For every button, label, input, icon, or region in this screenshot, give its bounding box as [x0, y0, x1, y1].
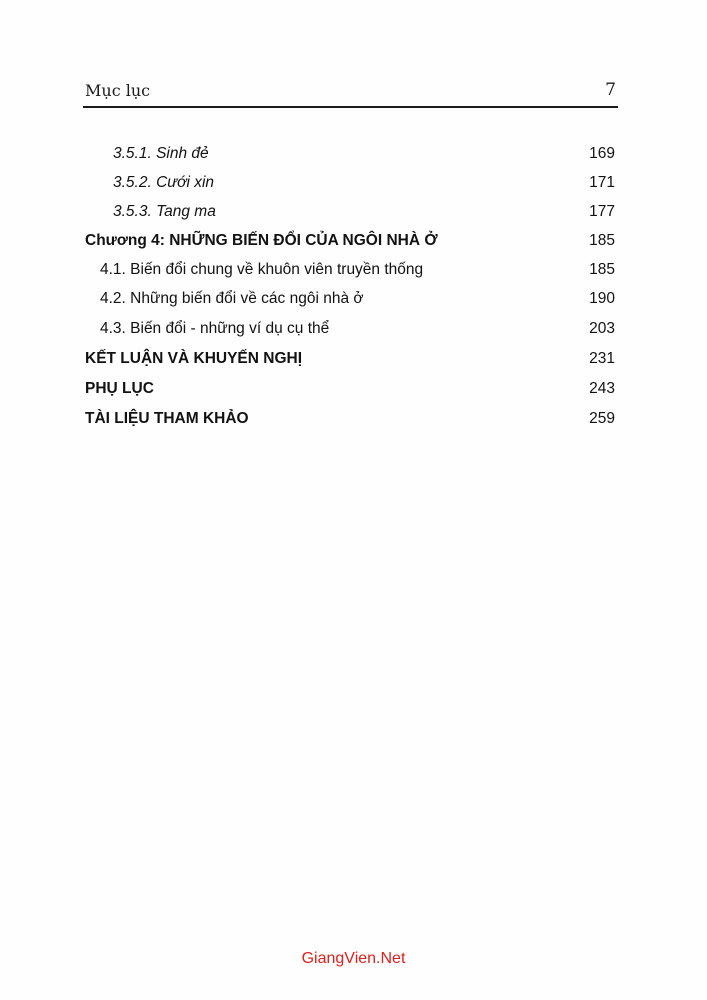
- toc-entry-page: 185: [589, 232, 615, 249]
- header-page-number: 7: [605, 80, 616, 100]
- toc-entry[interactable]: [0, 174, 707, 196]
- toc-entry-page: 169: [589, 145, 615, 162]
- toc-entry[interactable]: [0, 290, 707, 312]
- toc-entry-label: Chương 4: NHỮNG BIẾN ĐỔI CỦA NGÔI NHÀ Ở: [85, 232, 438, 249]
- toc-entry-page: 259: [589, 410, 615, 427]
- toc-main-entry[interactable]: [0, 380, 707, 402]
- toc-entry[interactable]: [0, 145, 707, 167]
- toc-main-entry[interactable]: [0, 410, 707, 432]
- toc-chapter-entry[interactable]: [0, 232, 707, 254]
- toc-entry-label: 3.5.2. Cưới xin: [113, 174, 215, 191]
- toc-entry-label: 3.5.3. Tang ma: [113, 203, 216, 220]
- toc-entry-label: TÀI LIỆU THAM KHẢO: [85, 410, 249, 427]
- toc-entry-label: 3.5.1. Sinh đẻ: [113, 145, 209, 162]
- toc-entry-page: 231: [589, 350, 615, 367]
- toc-entry-page: 190: [589, 290, 615, 307]
- running-header: [83, 80, 618, 108]
- toc-entry-page: 243: [589, 380, 615, 397]
- toc-entry-label: PHỤ LỤC: [85, 380, 154, 397]
- toc-entry-page: 177: [589, 203, 615, 220]
- toc-entry-label: 4.1. Biến đổi chung về khuôn viên truyền thống: [100, 261, 424, 278]
- watermark-link[interactable]: GiangVien.Net: [301, 950, 406, 967]
- header-title: Mục lục: [85, 81, 151, 100]
- toc-entry-page: 171: [589, 174, 615, 191]
- toc-entry[interactable]: [0, 320, 707, 342]
- toc-main-entry[interactable]: [0, 350, 707, 372]
- toc-entry[interactable]: [0, 203, 707, 225]
- toc-entry-label: 4.2. Những biến đổi về các ngôi nhà ở: [100, 290, 364, 307]
- toc-entry-page: 185: [589, 261, 615, 278]
- toc-entry-label: KẾT LUẬN VÀ KHUYẾN NGHỊ: [85, 350, 303, 367]
- toc-entry[interactable]: [0, 261, 707, 283]
- toc-entry-label: 4.3. Biến đổi - những ví dụ cụ thể: [100, 320, 330, 337]
- toc-entry-page: 203: [589, 320, 615, 337]
